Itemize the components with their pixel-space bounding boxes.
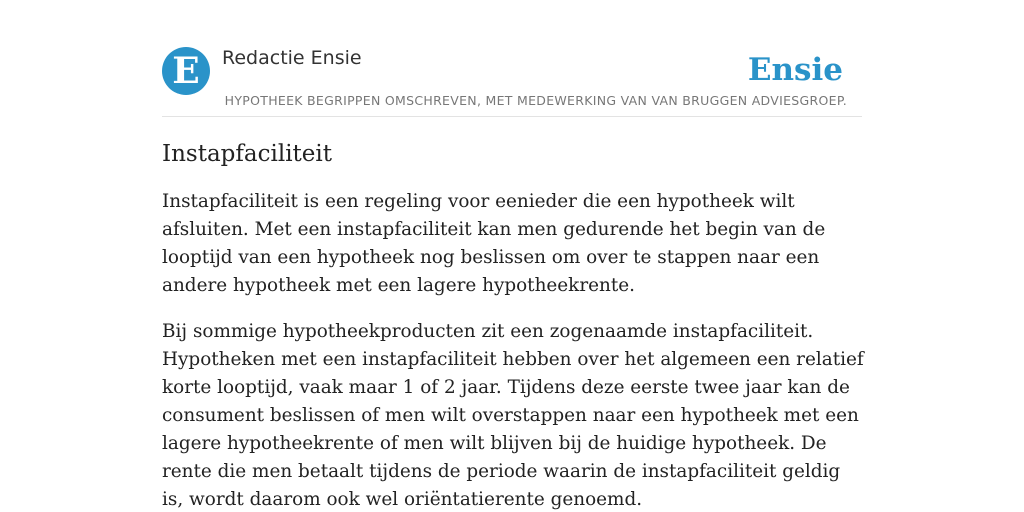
- ensie-logo-icon[interactable]: E: [162, 47, 210, 95]
- article-title: Instapfaciliteit: [162, 141, 333, 167]
- header: [162, 46, 862, 117]
- tagline: HYPOTHEEK BEGRIPPEN OMSCHREVEN, MET MEDEWERKING VAN VAN BRUGGEN ADVIESGROEP.: [224, 93, 847, 108]
- article-paragraph: Bij sommige hypotheekproducten zit een zogenaamde instapfaciliteit. Hypotheken met een instapfaciliteit hebben over het algemeen een relatief korte looptijd, vaak maar 1 of 2 jaar. Tijdens deze eerste twee jaar kan de consument beslissen of men wilt overstappen naar een hypotheek met een lagere hypotheekrente of men wilt blijven bij de huidige hypotheek. De rente die men betaalt tijdens de periode waarin de instapfaciliteit geldig is, wordt daarom ook wel oriëntatierente genoemd.: [162, 321, 864, 510]
- article: [162, 138, 864, 512]
- author-name[interactable]: Redactie Ensie: [222, 47, 362, 69]
- article-paragraph: Instapfaciliteit is een regeling voor eenieder die een hypotheek wilt afsluiten. Met een instapfaciliteit kan men gedurende het begin van de looptijd van een hypotheek nog beslissen om over te stappen naar een andere hypotheek met een lagere hypotheekrente.: [162, 191, 826, 296]
- brand-name[interactable]: Ensie: [747, 52, 843, 88]
